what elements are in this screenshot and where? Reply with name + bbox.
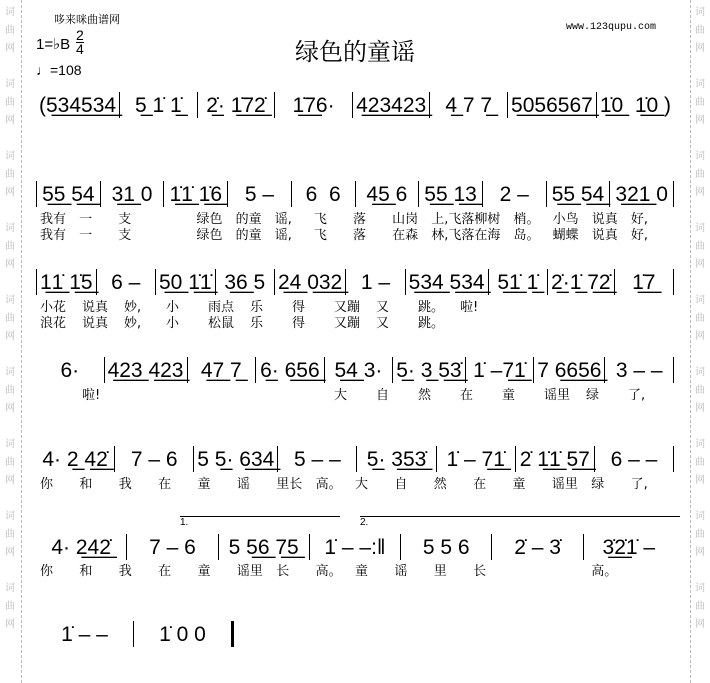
lyric-word: 乐	[250, 300, 264, 315]
lyric-word: 小	[166, 300, 180, 315]
lyric-word: 童	[355, 564, 369, 579]
key-signature: 1=♭B	[36, 36, 71, 53]
measure: 1̲̇0̲ 1̲̇0̲ )	[596, 92, 674, 118]
lyric-word: 谣	[394, 564, 408, 579]
measure: 1̇ – 7̲1̲̇	[436, 446, 515, 472]
measure: 4̲2̲3̲4̲2̲3̲	[352, 92, 430, 118]
right-margin-line	[690, 0, 691, 683]
lyric-word: 谣	[236, 477, 250, 492]
staff-line-2	[36, 181, 674, 207]
lyric-word: 啦!	[460, 300, 479, 315]
measure: 5 – –	[277, 446, 356, 472]
lyric-word: 里	[433, 564, 447, 579]
measure: 5̲3̲4̲ 5̲3̲4̲	[405, 269, 488, 295]
lyric-word: 你	[40, 564, 54, 579]
measure: 1 –	[345, 269, 404, 295]
measure: 4̲5̲ 6	[355, 181, 419, 207]
measure: 2 –	[482, 181, 546, 207]
measure: 6 – –	[594, 446, 673, 472]
lyric-word	[544, 317, 586, 331]
lyric-word: 大	[334, 388, 348, 403]
time-signature	[76, 29, 84, 56]
lyric-word: 在海	[474, 228, 501, 243]
lyric-word	[157, 213, 196, 227]
measure: 5̲0̲5̲6̲5̲6̲7̲	[507, 92, 596, 118]
measure: 1̇ – –	[61, 623, 108, 646]
lyric-word	[628, 301, 670, 315]
lyric-word: 岛。	[513, 228, 540, 243]
measure: 3̲1̲ 0	[100, 181, 164, 207]
lyric-word	[586, 301, 628, 315]
lyric-word: 松鼠	[208, 316, 235, 331]
lyric-word: 柳树	[474, 212, 501, 227]
lyric-word: 绿色	[196, 228, 223, 243]
staff-line-7	[36, 621, 234, 647]
lyric-word: 飞	[313, 228, 327, 243]
lyric-line	[40, 389, 670, 403]
measure: 1̲̇7̲6·	[274, 92, 352, 118]
lyric-word: 支	[118, 212, 132, 227]
lyric-word: 好,	[630, 212, 649, 227]
lyric-word: 落	[353, 228, 367, 243]
lyric-word	[628, 317, 670, 331]
measure: 5̲· 3̲5̲3̲̇	[356, 446, 435, 472]
lyric-line	[40, 213, 670, 227]
lyric-word	[460, 317, 502, 331]
lyric-word: 蝴蝶	[552, 228, 579, 243]
measure: 1̲̇1̲̇ 1̲̇6̲	[163, 181, 227, 207]
watermark-right: 词 曲 网 词 曲 网 词 曲 网 词 曲 网 词 曲 网 词 曲 网 词 曲 网 词 曲 网 词 曲 网	[695, 7, 705, 630]
lyric-word: 说真	[82, 316, 109, 331]
lyric-word: 自	[394, 477, 408, 492]
lyric-line	[40, 301, 670, 315]
lyric-word: 又蹦	[334, 300, 361, 315]
lyric-word: 的童	[235, 212, 262, 227]
site-url: www.123qupu.com	[566, 22, 657, 33]
lyric-word: 了,	[628, 388, 646, 403]
lyric-word: 在	[473, 477, 487, 492]
measure: 5 5̲6̲ 7̲5̲	[218, 534, 309, 560]
lyric-word: 一	[79, 212, 93, 227]
measure: 6 6	[291, 181, 355, 207]
lyric-word: 高。	[591, 564, 618, 579]
lyric-word: 和	[79, 564, 93, 579]
lyric-word: 长	[473, 564, 487, 579]
measure: 7 6̲6̲5̲6̲	[533, 357, 604, 383]
lyric-line	[40, 565, 670, 579]
measure: 1̲̇7̲	[614, 269, 673, 295]
measure: 3 – –	[604, 357, 673, 383]
lyric-word	[552, 565, 591, 579]
lyric-word: 绿色	[196, 212, 223, 227]
lyric-word: 里长	[276, 477, 303, 492]
lyric-word	[208, 389, 250, 403]
lyric-word: 在森	[392, 228, 419, 243]
measure: 5 –	[227, 181, 291, 207]
watermark-left: 词 曲 网 词 曲 网 词 曲 网 词 曲 网 词 曲 网 词 曲 网 词 曲 网 词 曲 网 词 曲 网	[5, 7, 15, 630]
lyric-word: 支	[118, 228, 132, 243]
measure: 4̲2̲3̲ 4̲2̲3̲	[104, 357, 187, 383]
lyric-word: 落	[353, 212, 367, 227]
lyric-word: 谣里	[236, 564, 263, 579]
lyric-word: 你	[40, 477, 54, 492]
left-margin-line	[21, 0, 22, 683]
lyric-line	[40, 478, 670, 492]
measure: 3̲2̲1̲ 0	[609, 181, 673, 207]
lyric-word: 谣,	[274, 228, 292, 243]
lyric-word: 绿	[591, 477, 605, 492]
measure: (5̲3̲4̲5̲3̲4̲	[39, 94, 117, 117]
measure: 5̲5̲ 5̲4̲	[546, 181, 610, 207]
measure: 1̇ 0 0	[133, 621, 231, 647]
lyric-word: 妙,	[124, 316, 142, 331]
lyric-word: 在	[158, 564, 172, 579]
lyric-word: 自	[376, 388, 390, 403]
measure: 7 – 6	[114, 446, 193, 472]
barline	[673, 181, 674, 207]
lyric-word	[250, 389, 292, 403]
lyric-word: 谣里	[544, 388, 571, 403]
lyric-word: 跳。	[418, 300, 445, 315]
lyric-word: 在	[460, 388, 474, 403]
measure: 4̲7̲ 7̲	[187, 357, 256, 383]
volta-2	[360, 516, 680, 527]
lyric-word	[502, 301, 544, 315]
lyric-word: 又蹦	[334, 316, 361, 331]
lyric-word	[292, 389, 334, 403]
final-barline	[231, 621, 234, 647]
lyric-word: 长	[276, 564, 290, 579]
lyric-word: 跳。	[418, 316, 445, 331]
lyric-word: 小花	[40, 300, 67, 315]
staff-line-3	[36, 269, 674, 295]
time-bottom: 4	[76, 41, 84, 57]
lyric-word	[544, 301, 586, 315]
lyric-word: 谣,	[274, 212, 292, 227]
measure: 4· 2̲4̲2̲̇	[51, 536, 111, 559]
lyric-word: 飞	[313, 212, 327, 227]
lyric-line	[40, 229, 670, 243]
measure: 5̲1̲̇ 1̲̇	[488, 269, 547, 295]
measure: 6̲· 6̲5̲6̲	[255, 357, 324, 383]
lyric-word: 得	[292, 316, 306, 331]
lyric-word: 雨点	[208, 300, 235, 315]
barline	[673, 357, 674, 383]
measure: 4̲ 7 7̲	[429, 92, 507, 118]
measure: 5 5 6	[400, 534, 491, 560]
staff-line-5	[36, 446, 674, 472]
lyric-word: 上,飞落	[431, 212, 475, 227]
lyric-word: 的童	[235, 228, 262, 243]
measure: 5̲· 3̲ 5̲3̲̇	[392, 357, 464, 383]
lyric-word	[513, 565, 552, 579]
measure: 3̲6̲ 5	[215, 269, 274, 295]
lyric-word	[40, 389, 82, 403]
lyric-word: 高。	[315, 477, 342, 492]
lyric-word	[166, 389, 208, 403]
measure: 5̲5̲ 5̲4̲	[36, 181, 100, 207]
lyric-word: 又	[376, 316, 390, 331]
barline	[673, 446, 674, 472]
lyric-word: 童	[197, 564, 211, 579]
lyric-word: 谣里	[551, 477, 578, 492]
staff-line-6	[36, 534, 674, 560]
lyric-word: 说真	[82, 300, 109, 315]
measure: 5̲4̲ 3·	[324, 357, 393, 383]
lyric-word: 高。	[315, 564, 342, 579]
measure: 4· 2̲ 4̲2̲̇	[42, 448, 108, 471]
lyric-word: 童	[197, 477, 211, 492]
lyric-word: 了,	[630, 477, 648, 492]
lyric-word: 得	[292, 300, 306, 315]
song-title: 绿色的童谣	[295, 38, 415, 66]
measure: 7 – 6	[126, 534, 217, 560]
measure: 5̲0̲ 1̲̇1̲̇	[155, 269, 215, 295]
volta-2-label: 2.	[360, 517, 369, 528]
lyric-line	[40, 317, 670, 331]
lyric-word: 乐	[250, 316, 264, 331]
lyric-word: 浪花	[40, 316, 67, 331]
lyric-word: 好,	[630, 228, 649, 243]
measure: 6·	[60, 359, 80, 382]
tempo-marking: ♩=108	[36, 62, 82, 78]
lyric-word: 童	[502, 388, 516, 403]
lyric-word: 我有	[40, 228, 67, 243]
lyric-word: 然	[418, 388, 432, 403]
lyric-word: 说真	[591, 228, 618, 243]
measure: 2̲4̲ 0̲3̲2̲	[274, 269, 345, 295]
measure: 5 5̲· 6̲3̲4̲	[193, 446, 277, 472]
measure: 2̲̇· 1̲̇7̲2̲̇	[197, 92, 275, 118]
barline	[673, 269, 674, 295]
lyric-word	[157, 229, 196, 243]
lyric-word: 山岗	[392, 212, 419, 227]
staff-line-1	[36, 92, 674, 118]
lyric-word: 我	[118, 477, 132, 492]
lyric-word	[502, 317, 544, 331]
lyric-word: 和	[79, 477, 93, 492]
measure: 1̲1̲̇ 1̲̇5̲	[36, 269, 96, 295]
lyric-word: 童	[512, 477, 526, 492]
time-top: 2	[76, 27, 84, 43]
lyric-word	[586, 317, 628, 331]
staff-line-4	[36, 357, 674, 383]
lyric-word: 小	[166, 316, 180, 331]
volta-1	[180, 516, 340, 527]
measure: 2̇ – 3̇	[491, 534, 582, 560]
lyric-word: 我	[118, 564, 132, 579]
measure: 1̇ – –:‖	[309, 534, 400, 560]
measure: 3̲̇2̲̇1̇ –	[583, 534, 674, 560]
volta-1-label: 1.	[180, 517, 189, 528]
site-name: 哆来咪曲谱网	[54, 13, 120, 26]
lyric-word: 又	[376, 300, 390, 315]
lyric-word	[631, 565, 670, 579]
measure: 5̲ 1̇ 1̲̇	[119, 92, 197, 118]
lyric-word: 一	[79, 228, 93, 243]
lyric-word: 我有	[40, 212, 67, 227]
lyric-word: 在	[158, 477, 172, 492]
lyric-word: 说真	[591, 212, 618, 227]
lyric-word: 林,飞落	[431, 228, 475, 243]
measure: 2̲̇·1̲̇ 7̲2̲̇	[547, 269, 614, 295]
lyric-word: 梢。	[513, 212, 540, 227]
measure: 2̇ 1̲̇1̲̇ 5̲7̲	[515, 446, 594, 472]
measure: 1̇ –7̲1̲̇	[465, 357, 534, 383]
lyric-word: 然	[433, 477, 447, 492]
lyric-word: 妙,	[124, 300, 142, 315]
lyric-word: 啦!	[82, 388, 101, 403]
lyric-word	[124, 389, 166, 403]
measure: 6 –	[96, 269, 155, 295]
lyric-word: 小鸟	[552, 212, 579, 227]
lyric-word: 绿	[586, 388, 600, 403]
measure: 5̲5̲ 1̲3̲	[418, 181, 482, 207]
lyric-word: 大	[355, 477, 369, 492]
